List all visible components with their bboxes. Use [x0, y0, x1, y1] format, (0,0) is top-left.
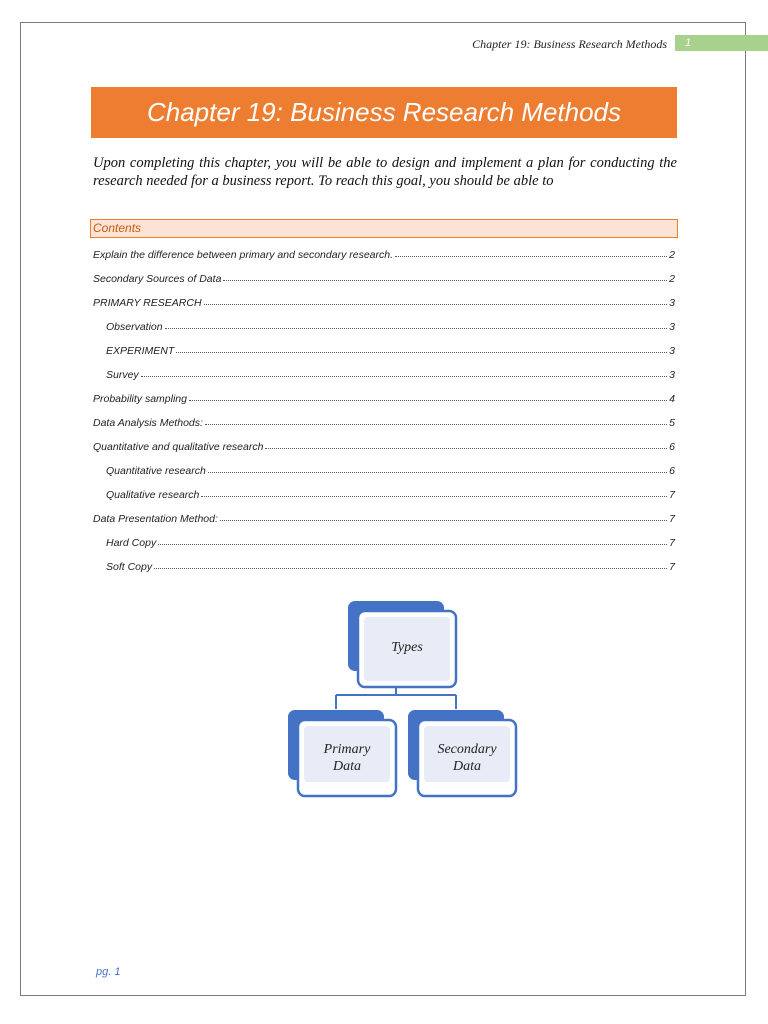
toc-entry[interactable] [106, 341, 675, 357]
toc-entry-label: PRIMARY RESEARCH [93, 297, 202, 309]
toc-entry[interactable] [93, 293, 675, 309]
header-page-number: 1 [675, 35, 768, 51]
toc-heading-box [90, 219, 678, 238]
intro-paragraph: Upon completing this chapter, you will be able to design and implement a plan for conducting the research needed for a business report. To reach this goal, you should be able to [93, 155, 677, 189]
toc-entry-page: 7 [669, 513, 675, 525]
toc-entry[interactable] [106, 485, 675, 501]
toc-entry[interactable] [106, 557, 675, 573]
toc-entry-label: Data Analysis Methods: [93, 417, 203, 429]
toc-entry-label: Quantitative and qualitative research [93, 441, 264, 453]
toc-entry[interactable] [93, 389, 675, 405]
toc-entry-label: Quantitative research [106, 465, 206, 477]
toc-entry[interactable] [93, 509, 675, 525]
toc-entry-label: Data Presentation Method: [93, 513, 218, 525]
toc-entry-page: 4 [669, 393, 675, 405]
right-node-label-line2: Data [453, 759, 481, 774]
running-header: Chapter 19: Business Research Methods [472, 37, 667, 51]
toc-entry-page: 3 [669, 321, 675, 333]
toc-entry-page: 7 [669, 561, 675, 573]
toc-entry[interactable] [106, 533, 675, 549]
toc-entry[interactable] [93, 245, 675, 261]
toc-entry-page: 5 [669, 417, 675, 429]
toc-entry-page: 3 [669, 369, 675, 381]
left-node-label-line1: Primary [323, 742, 371, 757]
toc-entry-label: Secondary Sources of Data [93, 273, 222, 285]
toc-heading: Contents [93, 221, 142, 235]
toc-entry[interactable] [106, 365, 675, 381]
toc-entry-label: Observation [106, 321, 163, 333]
toc-entry-label: Qualitative research [106, 489, 200, 501]
toc-entry-page: 6 [669, 441, 675, 453]
left-node-label-line2: Data [333, 759, 361, 774]
types-diagram [280, 595, 530, 810]
toc-entry-page: 2 [669, 273, 675, 285]
toc-entry-label: Survey [106, 369, 139, 381]
chapter-title-bar [91, 87, 677, 138]
toc-entry[interactable] [93, 437, 675, 453]
toc-entry[interactable] [106, 461, 675, 477]
toc-entry-label: EXPERIMENT [106, 345, 175, 357]
toc-entry-page: 3 [669, 345, 675, 357]
toc-entry[interactable] [106, 317, 675, 333]
toc-entry-label: Explain the difference between primary and secondary research. [93, 249, 393, 261]
toc-entry[interactable] [93, 413, 675, 429]
toc-entry-label: Soft Copy [106, 561, 153, 573]
right-node-label-line1: Secondary [437, 742, 497, 757]
footer-page-label: pg. 1 [96, 966, 121, 978]
toc-entry-label: Hard Copy [106, 537, 157, 549]
toc-entry-page: 2 [669, 249, 675, 261]
toc-entry-page: 7 [669, 489, 675, 501]
toc-entry-page: 6 [669, 465, 675, 477]
hierarchy-chart [280, 595, 530, 810]
toc-entry-page: 3 [669, 297, 675, 309]
toc-entry-page: 7 [669, 537, 675, 549]
toc-entry[interactable] [93, 269, 675, 285]
toc-entry-label: Probability sampling [93, 393, 187, 405]
chapter-title: Chapter 19: Business Research Methods [146, 97, 622, 127]
root-node-label: Types [391, 640, 423, 655]
